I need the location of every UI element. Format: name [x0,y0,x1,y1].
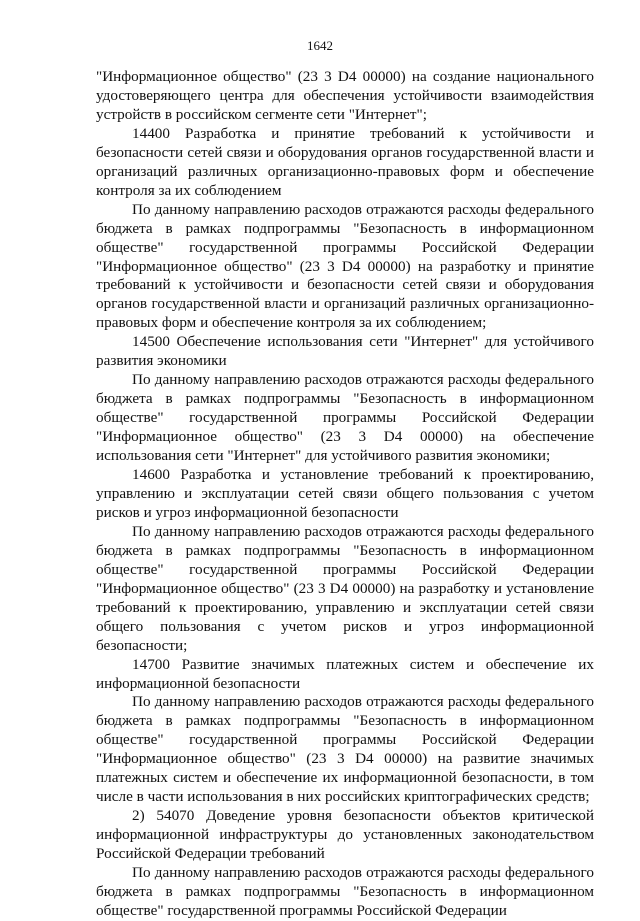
document-body [96,68,594,921]
section-heading: 2) 54070 Доведение уровня безопасности объектов критической информационной инфраструктуры до установленных законодательством Российской Федерации требований [96,807,594,863]
section-heading: 14700 Развитие значимых платежных систем и обеспечение их информационной безопасности [96,655,594,692]
page-number: 1642 [307,38,333,53]
section-heading: 14600 Разработка и установление требований к проектированию, управлению и эксплуатации сетей связи общего пользования с учетом рисков и угроз информационной безопасности [96,466,594,521]
paragraph: "Информационное общество" (23 3 D4 00000) на создание национального удостоверяющего центра для обеспечения устойчивости взаимодействия устройств в российском сегменте сети "Интернет"; [96,68,594,123]
paragraph: По данному направлению расходов отражаются расходы федерального бюджета в рамках подпрограммы "Безопасность в информационном обществе" государственной программы Российской Федерации [96,864,594,919]
section-heading: 14500 Обеспечение использования сети "Интернет" для устойчивого развития экономики [96,333,594,370]
paragraph: По данному направлению расходов отражаются расходы федерального бюджета в рамках подпрограммы "Безопасность в информационном обществе" государственной программы Российской Федерации "Информационное общество" (23 3 D4 00000) на развитие значимых платежных систем и обеспечение их информационной безопасности, в том числе в части использования в них российских криптографических средств; [96,693,594,806]
paragraph: По данному направлению расходов отражаются расходы федерального бюджета в рамках подпрограммы "Безопасность в информационном обществе" государственной программы Российской Федерации "Информационное общество" (23 3 D4 00000) на обеспечение использования сети "Интернет" для устойчивого развития экономики; [96,371,594,465]
paragraph: По данному направлению расходов отражаются расходы федерального бюджета в рамках подпрограммы "Безопасность в информационном обществе" государственной программы Российской Федерации "Информационное общество" (23 3 D4 00000) на разработку и принятие требований к устойчивости и безопасности сетей связи и оборудования органов государственной власти и организаций различных организационно-правовых форм и обеспечение контроля за их соблюдением; [96,200,594,332]
paragraph: По данному направлению расходов отражаются расходы федерального бюджета в рамках подпрограммы "Безопасность в информационном обществе" государственной программы Российской Федерации "Информационное общество" (23 3 D4 00000) на разработку и установление требований к проектированию, управлению и эксплуатации сетей связи общего пользования с учетом рисков и угроз информационной безопасности; [96,522,594,654]
section-heading: 14400 Разработка и принятие требований к устойчивости и безопасности сетей связи и оборудования органов государственной власти и организаций различных организационно-правовых форм и обеспечение контроля за их соблюдением [96,124,594,199]
